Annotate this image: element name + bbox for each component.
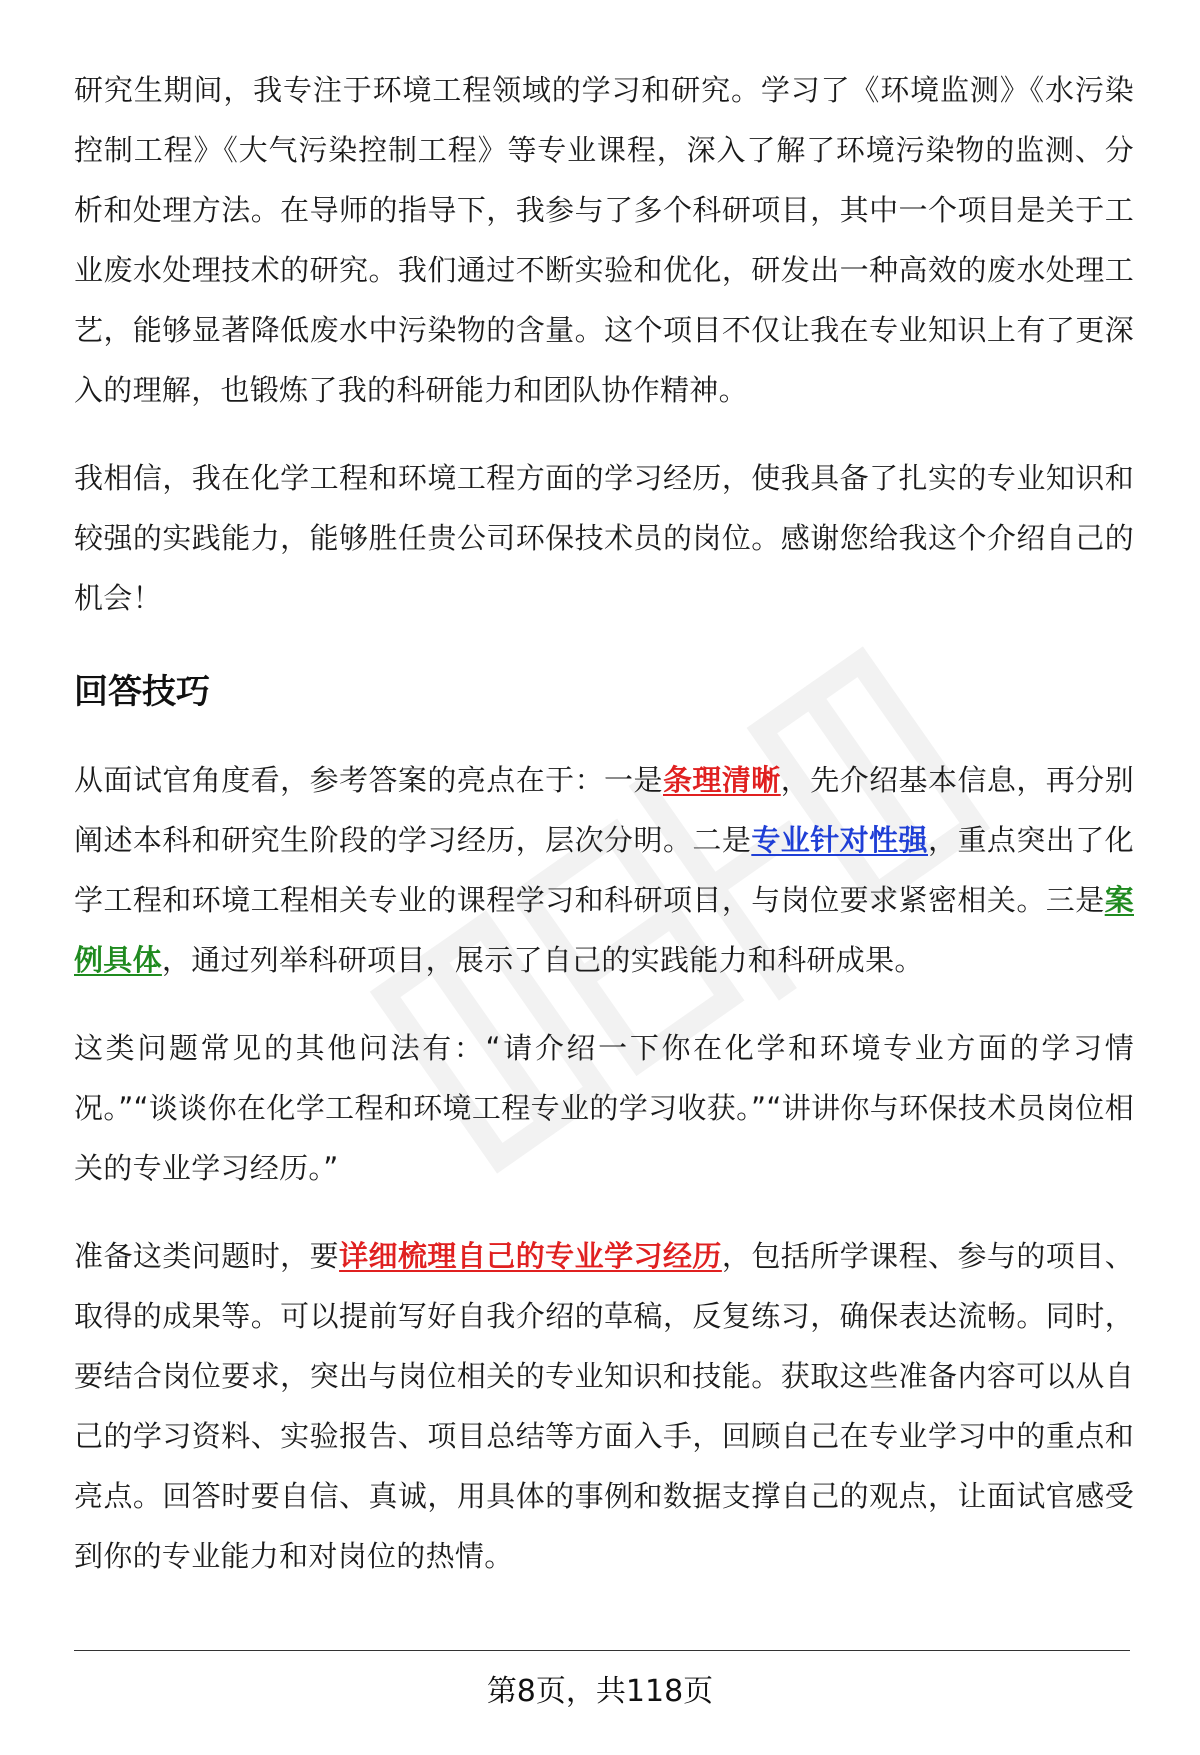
- section-heading: 回答技巧: [74, 672, 210, 712]
- highlight-review-study-history: 详细梳理自己的专业学习经历: [339, 1239, 722, 1273]
- highlight-well-organized: 条理清晰: [662, 763, 781, 797]
- highlight-professional-relevance: 专业针对性强: [751, 823, 928, 857]
- paragraph-closing: 我相信，我在化学工程和环境工程方面的学习经历，使我具备了扎实的专业知识和较强的实践能力，能够胜任贵公司环保技术员的岗位。感谢您给我这个介绍自己的机会！: [74, 461, 1134, 615]
- paragraph-analysis: [74, 750, 1134, 990]
- prep-intro: 准备这类问题时，要: [74, 1239, 340, 1273]
- prep-rest: ，包括所学课程、参与的项目、取得的成果等。可以提前写好自我介绍的草稿，反复练习，确保表达流畅。同时，要结合岗位要求，突出与岗位相关的专业知识和技能。获取这些准备内容可以从自己的学习资料、实验报告、项目总结等方面入手，回顾自己在专业学习中的重点和亮点。回答时要自信、真诚，用具体的事例和数据支撑自己的观点，让面试官感受到你的专业能力和对岗位的热情。: [74, 1239, 1135, 1573]
- page-number: 第8页，共118页: [486, 1674, 714, 1709]
- analysis-mid1: ，先介绍基本信息，再分别阐述本科和研究生阶段的学习经历，层次分明。二是: [74, 763, 1134, 857]
- paragraph-graduate-study: 研究生期间，我专注于环境工程领域的学习和研究。学习了《环境监测》《水污染控制工程》《大气污染控制工程》等专业课程，深入了解了环境污染物的监测、分析和处理方法。在导师的指导下，我参与了多个科研项目，其中一个项目是关于工业废水处理技术的研究。我们通过不断实验和优化，研发出一种高效的废水处理工艺，能够显著降低废水中污染物的含量。这个项目不仅让我在专业知识上有了更深入的理解，也锻炼了我的科研能力和团队协作精神。: [74, 73, 1134, 407]
- highlight-concrete-cases: 案例具体: [74, 883, 1134, 977]
- paragraph-preparation: [74, 1226, 1134, 1586]
- main-content: [74, 60, 1134, 1586]
- analysis-intro: 从面试官角度看，参考答案的亮点在于：一是: [74, 763, 663, 797]
- footer-divider: [74, 1650, 1130, 1651]
- paragraph-question-variants: 这类问题常见的其他问法有：“请介绍一下你在化学和环境专业方面的学习情况。”“谈谈你在化学工程和环境工程专业的学习收获。”“讲讲你与环保技术员岗位相关的专业学习经历。”: [74, 1031, 1134, 1185]
- analysis-mid2: ，重点突出了化学工程和环境工程相关专业的课程学习和科研项目，与岗位要求紧密相关。三是: [74, 823, 1134, 917]
- analysis-end: ，通过列举科研项目，展示了自己的实践能力和科研成果。: [161, 943, 924, 977]
